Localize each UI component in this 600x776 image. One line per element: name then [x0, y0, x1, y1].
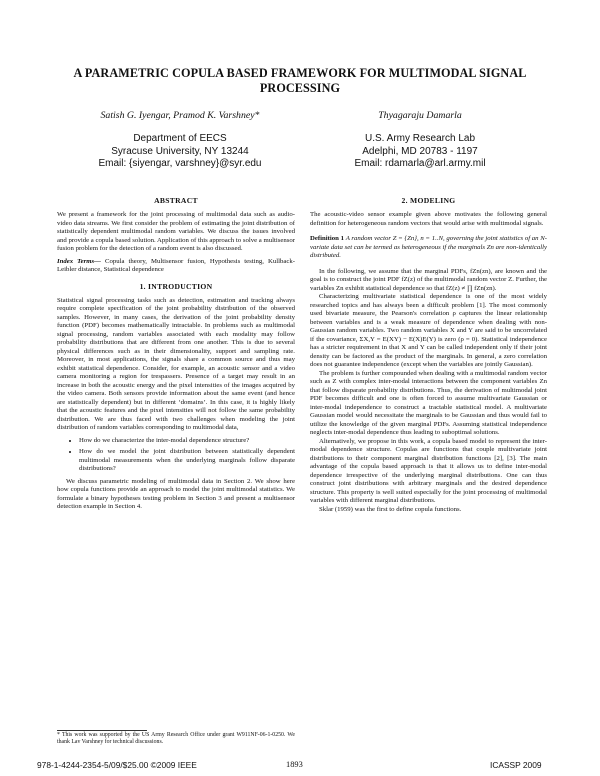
- affiliation-line: Adelphi, MD 20783 - 1197: [362, 145, 478, 157]
- conference-name: ICASSP 2009: [490, 760, 542, 770]
- abstract-heading: ABSTRACT: [154, 196, 198, 205]
- question-item: • How do we model the joint distribution between statistically dependent multimodal measurements when the underlying marginals follow disparate distributions?: [79, 448, 295, 474]
- paper-title: A PARAMETRIC COPULA BASED FRAMEWORK FOR MULTIMODAL SIGNAL PROCESSING: [73, 66, 527, 95]
- index-terms: [57, 258, 295, 275]
- affiliation-line: U.S. Army Research Lab: [364, 133, 476, 144]
- introduction-heading: 1. INTRODUCTION: [139, 281, 213, 291]
- affiliation-right: [300, 133, 540, 171]
- modeling-paragraph: Characterizing multivariate statistical dependence is one of the most widely researched topics and has always been a difficult problem [1]. The most commonly used bivariate measure, the Pearson's correlation ρ captures the linear relationship between variables and is a weak measure of dependence when dealing with non-Gaussian random variables. Two random variables X and Y are said to be uncorrelated if the covariance, ΣX,Y = E(XY) − E(X)E(Y) is zero (ρ = 0). Statistical independence has a stricter requirement in that X and Y can be called independent only if their joint density can be factored as the product of the marginals. In general, a zero correlation does not guarantee independence (except when the variables are jointly Gaussian).: [310, 293, 547, 368]
- introduction-paragraph: We discuss parametric modeling of multimodal data in Section 2. We show here how copula functions provide an approach to model the joint multimodal statistics. We formulate a binary hypotheses testing problem in Section 3 and present a multisensor detection example in Section 4.: [57, 477, 295, 510]
- definition-block: [310, 235, 547, 261]
- index-terms-label: Index Terms—: [57, 257, 101, 265]
- authors-right: Thyagaraju Damarla: [378, 110, 462, 121]
- modeling-paragraph: The problem is further compounded when dealing with a multimodal random vector such as Z with complex inter-modal interactions between the component variables Zn that follow disparate probability distributions. Thus, the derivation of multimodal joint PDF becomes difficult and one is often forced to assume multivariate Gaussian or inter-modal independence to construct a tractable statistical model. A multivariate Gaussian model would necessitate the marginals to be Gaussian and thus would fail to utilize the knowledge of the given marginal PDFs. Assuming statistical independence neglects inter-modal dependence thus leading to suboptimal solutions.: [310, 369, 547, 436]
- modeling-paragraph: Sklar (1959) was the first to define copula functions.: [319, 505, 462, 513]
- question-list: [57, 437, 295, 474]
- modeling-heading: 2. MODELING: [401, 196, 456, 205]
- affiliation-line: Syracuse University, NY 13244: [111, 145, 249, 157]
- footnote-rule: [57, 730, 147, 731]
- introduction-paragraph: Statistical signal processing tasks such as detection, estimation and tracking always require complete specification of the joint probability distribution of the observed samples. However, in many cases, the derivation of the joint probability density function (PDF) becomes mathematically intractable. In problems such as multimodal signal processing, random variables associated with each modality may follow probability distributions that are different from one another. This is due to several physical differences such as in their dimensionality, support and sampling rate. Moreover, in most applications, the signals share a common source and thus may exhibit statistical dependence. Consider, for example, an acoustic sensor and a video camera monitoring a region for trespassers. Presence of a target may result in an increase in both the acoustic energy and the pixel intensities of the images acquired by the video camera. Both sensors provide information about the same event (and hence are statistically dependent) but in different ‘domains’. In this case, it is highly likely that the acoustic features and the pixel intensities will not follow the same probability distribution. We are thus faced with two challenges when modeling the joint distribution of random variables corresponding to multimodal data,: [57, 296, 295, 431]
- affiliation-email: Email: rdamarla@arl.army.mil: [354, 158, 486, 169]
- affiliation-left: [60, 133, 300, 171]
- abstract-text: We present a framework for the joint processing of multimodal data such as audio-video data streams. We first consider the problem of estimating the joint distribution of statistically dependent multimodal random variables. We discuss the issues involved and provide a copula based solution. Application of this approach to solve a multisensor fusion problem for the detection of a random event is also discussed.: [57, 211, 295, 252]
- question-item: • How do we characterize the inter-modal dependence structure?: [79, 437, 295, 446]
- right-column: [310, 196, 547, 514]
- authors-left: Satish G. Iyengar, Pramod K. Varshney*: [100, 110, 260, 121]
- left-column: [57, 196, 295, 512]
- page-number: 1893: [286, 760, 303, 769]
- modeling-paragraph: The acoustic-video sensor example given above motivates the following general definition for heterogeneous random vectors that would arise with multimodal signals.: [310, 211, 547, 227]
- affiliation-email: Email: {siyengar, varshney}@syr.edu: [98, 158, 262, 169]
- definition-text: A random vector Z = {Zn}, n = 1..N, governing the joint statistics of an N-variate data set can be termed as heterogeneous if the marginals Zn are non-identically distributed.: [310, 235, 547, 259]
- definition-label: Definition 1: [310, 235, 344, 242]
- affiliation-line: Department of EECS: [133, 133, 227, 144]
- index-terms-text: Copula theory, Multisensor fusion, Hypothesis testing, Kullback-Leibler distance, Statistical dependence: [57, 257, 295, 273]
- footer-isbn: 978-1-4244-2354-5/09/$25.00 ©2009 IEEE: [37, 760, 197, 770]
- modeling-paragraph: Alternatively, we propose in this work, a copula based model to represent the inter-modal dependence structure. Copulas are functions that couple multivariate joint distributions to their component marginal distribution functions [2], [3]. The main advantage of the copula based approach is that it allows us to define inter-modal dependence irrespective of the underlying marginal distributions. One can thus construct joint distributions with arbitrary marginals and the desired dependence structure. This property is well suited especially for the joint processing of multimodal variables with different marginal distributions.: [310, 437, 547, 504]
- footnote: * This work was supported by the US Army Research Office under grant W911NF-06-1-0250. We thank Lav Varshney for technical discussions.: [57, 732, 295, 746]
- modeling-paragraph: In the following, we assume that the marginal PDFs, fZn(zn), are known and the goal is to construct the joint PDF fZ(z) of the multimodal random vector Z. Further, the variables Zn exhibit statistical dependence so that fZ(z) ≠ ∏ fZn(zn).: [310, 267, 547, 292]
